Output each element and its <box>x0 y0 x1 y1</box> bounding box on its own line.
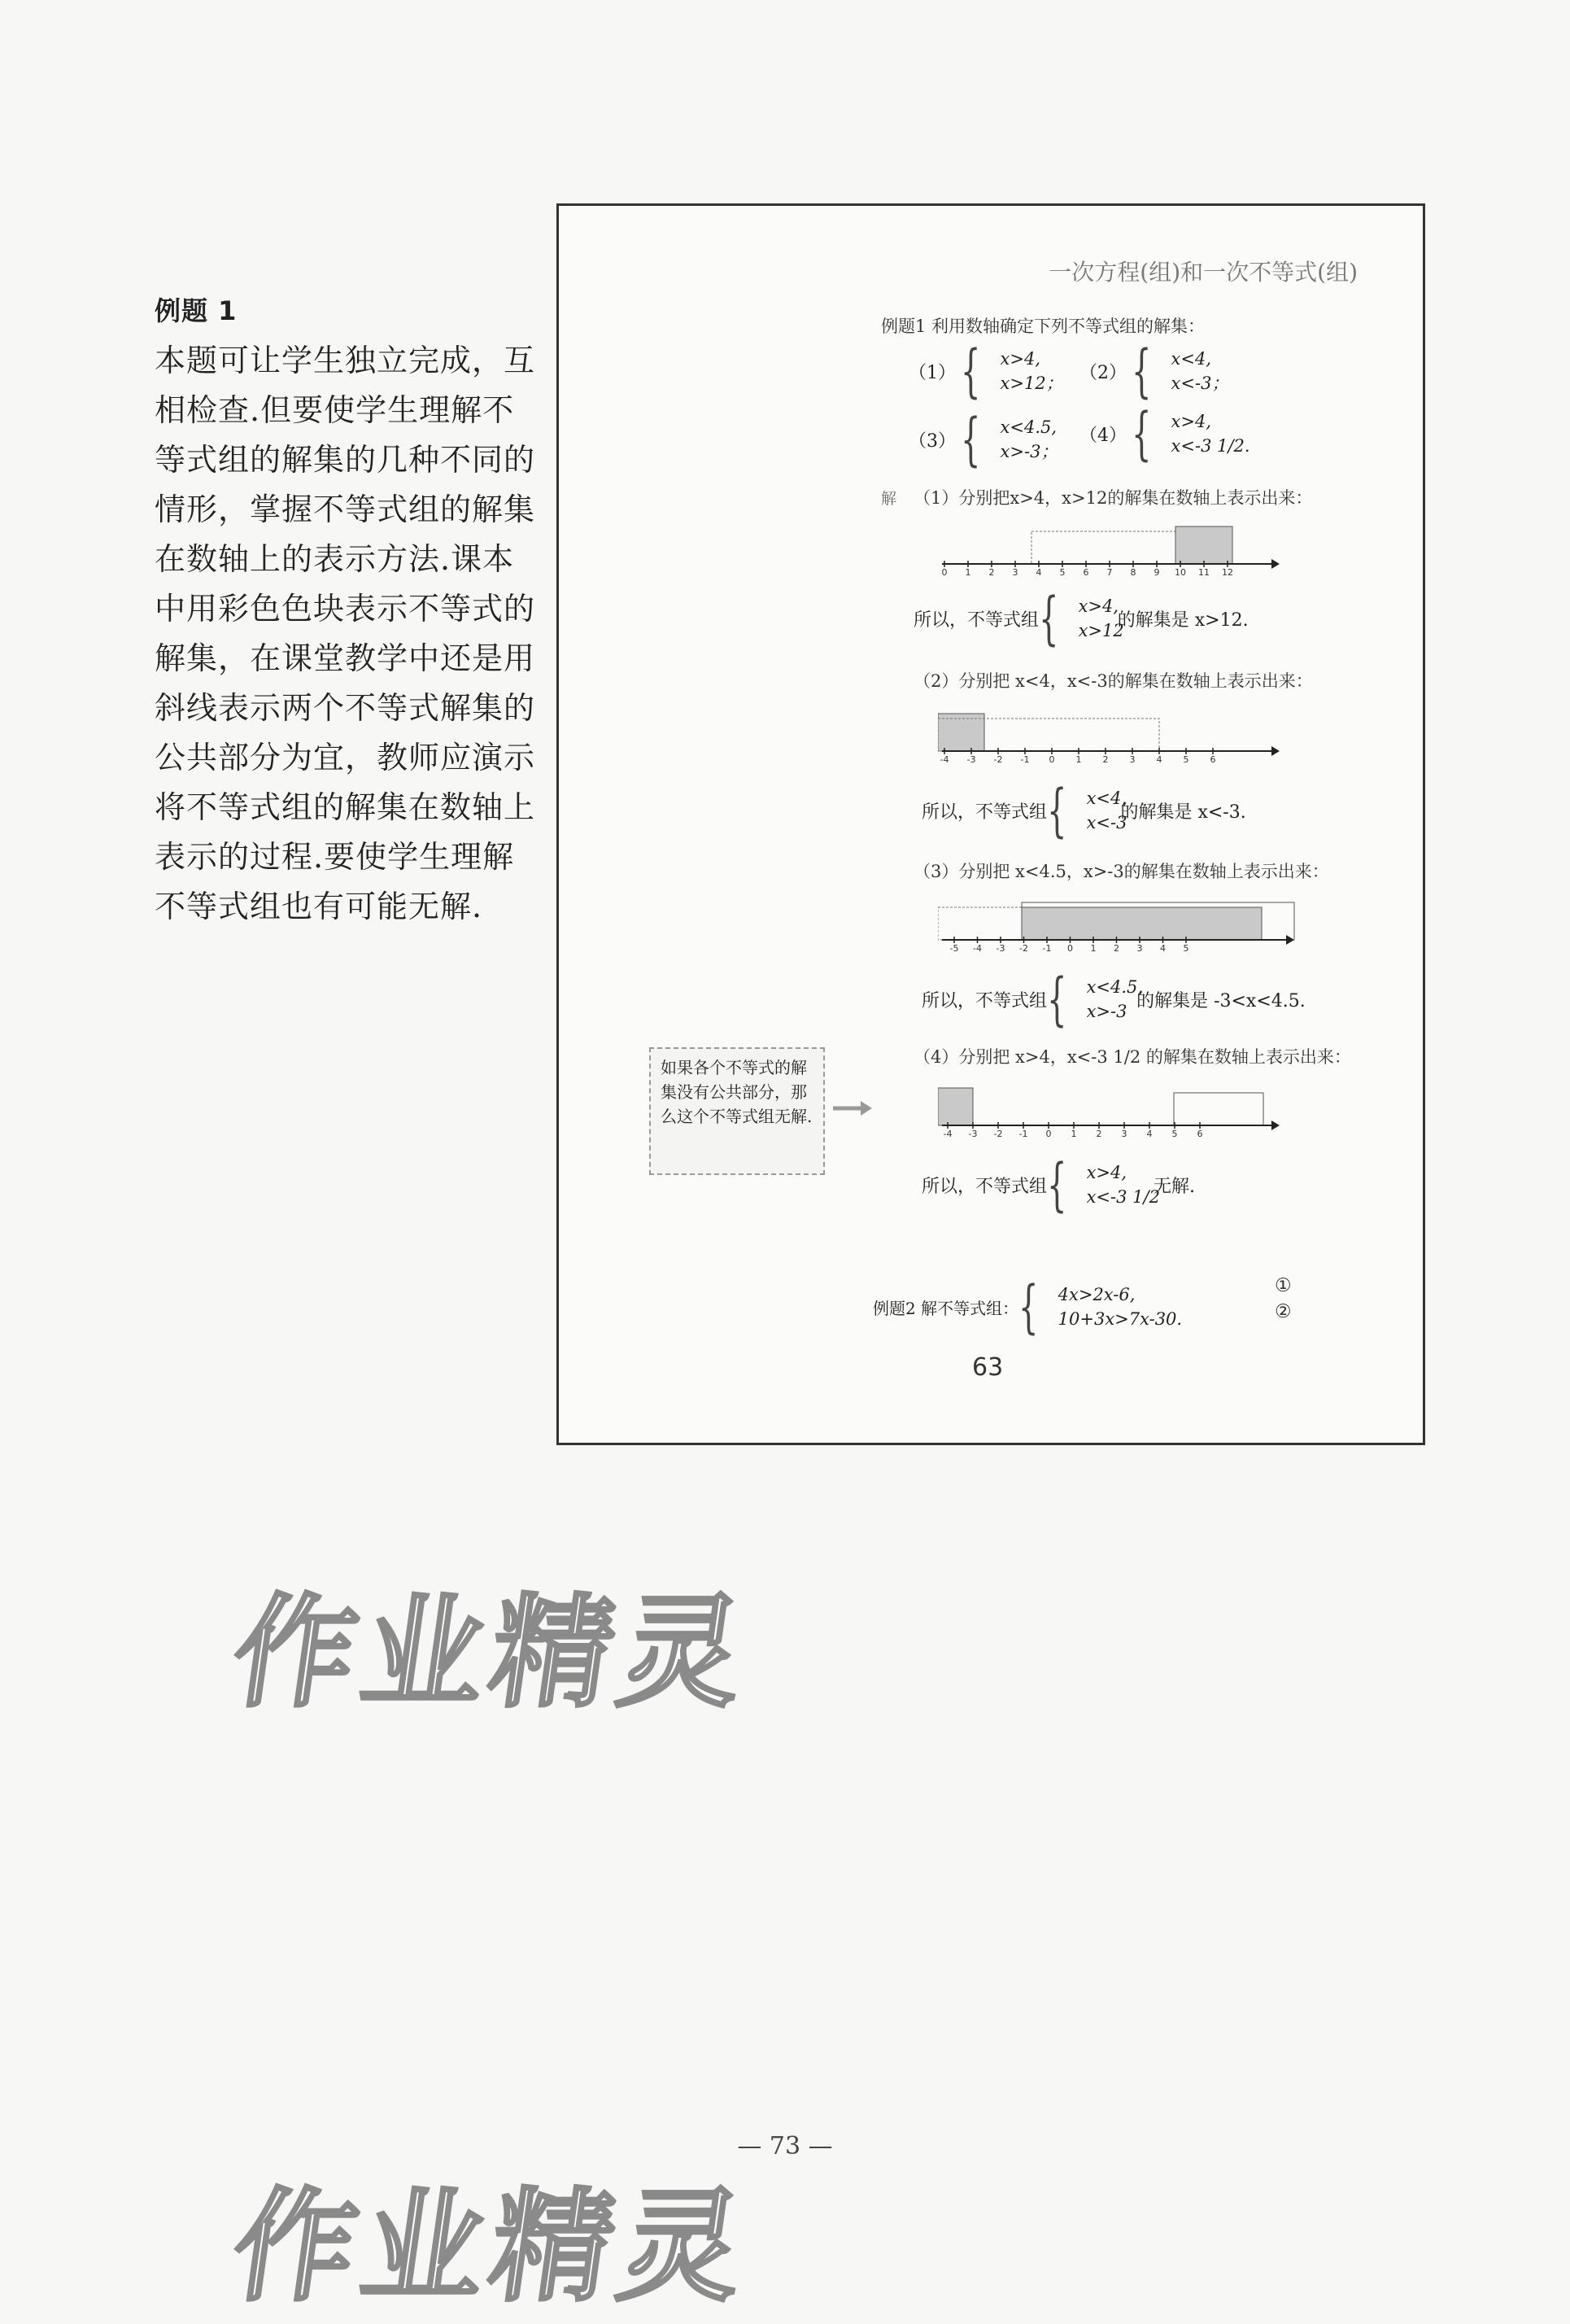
axis-tick-label: -5 <box>949 943 959 953</box>
axis-tick-label: -4 <box>973 943 982 953</box>
eq-number-1: ① <box>1275 1275 1292 1296</box>
page-footer-number: — 73 — <box>737 2132 833 2160</box>
axis-tick-label: -3 <box>996 943 1005 953</box>
axis-tick-label: 2 <box>988 567 995 577</box>
callout-arrow-icon <box>831 1099 874 1118</box>
part3-title: （3）分别把 x<4.5，x>-3的解集在数轴上表示出来： <box>914 862 1329 881</box>
axis-tick-label: 7 <box>1106 567 1113 577</box>
axis-tick-label: 2 <box>1102 754 1109 764</box>
axis-tick-label: 3 <box>1129 754 1136 764</box>
axis-tick-label: 1 <box>1090 943 1097 953</box>
note-body: 本题可让学生独立完成，互相检查.但要使学生理解不等式组的解集的几种不同的情形，掌握不等式组的解集在数轴上的表示方法.课本中用彩色色块表示不等式的解集，在课堂教学中还是用斜线表示两个不等式解集的公共部分为宜，教师应演示将不等式组的解集在数轴上表示的过程.要使学生理解不等式组也有可能无解. <box>155 343 536 924</box>
axis-tick-label: -4 <box>940 754 949 764</box>
axis-tick-label: 4 <box>1146 1129 1153 1138</box>
textbook-page <box>556 203 1425 1445</box>
axis-tick-label: 0 <box>1045 1129 1052 1138</box>
example2: 例题2 解不等式组： { 4x>2x-6, 10+3x>7x-30. <box>873 1273 1183 1340</box>
watermark-top: 作业精灵 <box>224 1583 759 1724</box>
conclusion-1: 所以，不等式组 { x>4, x>12 的解集是 x>12. <box>914 585 1249 652</box>
overlap-region <box>1022 907 1262 940</box>
axis-tick-label: 5 <box>1171 1129 1178 1138</box>
axis-tick-label: -1 <box>1020 754 1030 764</box>
axis-tick-label: 0 <box>1049 754 1055 764</box>
solution-label: 解 <box>881 490 897 508</box>
item-1: （1） { x>4, x>12； <box>909 338 1063 404</box>
axis-tick-label: 4 <box>1036 567 1042 577</box>
axis-tick-label: -1 <box>1042 943 1052 953</box>
item-3: （3） { x<4.5, x>-3； <box>909 406 1058 473</box>
axis-tick-label: 3 <box>1136 943 1143 953</box>
axis-tick-label: -3 <box>966 754 976 764</box>
number-line-2 <box>938 707 1280 764</box>
conclusion-4: 所以，不等式组 { x>4, x<-3 1/2 无解. <box>922 1151 1195 1218</box>
number-line-1 <box>938 520 1280 577</box>
axis-tick-label: 12 <box>1222 567 1233 577</box>
axis-tick-label: 2 <box>1114 943 1119 953</box>
axis-tick-label: -4 <box>943 1129 953 1138</box>
axis-tick-label: 2 <box>1096 1129 1102 1138</box>
axis-tick-label: 0 <box>1067 943 1073 953</box>
note-heading: 例题 1 <box>155 295 238 326</box>
part4-title: （4）分别把 x>4，x<-3 1/2 的解集在数轴上表示出来： <box>914 1047 1351 1067</box>
conclusion-3: 所以，不等式组 { x<4.5, x>-3 的解集是 -3<x<4.5. <box>922 966 1306 1033</box>
number-line-3 <box>938 896 1296 953</box>
part2-title: （2）分别把 x<4，x<-3的解集在数轴上表示出来： <box>914 671 1313 691</box>
callout-note: 如果各个不等式的解集没有公共部分，那么这个不等式组无解. <box>649 1047 825 1175</box>
chapter-title: 一次方程(组)和一次不等式(组) <box>1049 259 1358 286</box>
axis-tick-label: 5 <box>1059 567 1066 577</box>
axis-tick-label: -2 <box>993 1129 1003 1138</box>
ray-x-lt-neg3p5 <box>938 1088 973 1125</box>
axis-tick-label: -1 <box>1018 1129 1028 1138</box>
axis-tick-label: 0 <box>941 567 948 577</box>
axis-tick-label: -2 <box>993 754 1003 764</box>
axis-tick-label: 3 <box>1121 1129 1127 1138</box>
eq-number-2: ② <box>1275 1301 1292 1322</box>
axis-tick-label: 8 <box>1130 567 1136 577</box>
item-2: （2） { x<4, x<-3； <box>1079 338 1229 404</box>
axis-tick-label: -3 <box>968 1129 978 1138</box>
part1-title: （1）分别把x>4，x>12的解集在数轴上表示出来： <box>914 488 1313 508</box>
item-4: （4） { x>4, x<-3 1/2. <box>1079 400 1250 467</box>
ray-x-gt-4-b <box>1174 1093 1263 1125</box>
number-line-4 <box>938 1081 1280 1138</box>
example1-title: 例题1 利用数轴确定下列不等式组的解集： <box>881 317 1206 336</box>
axis-tick-label: 10 <box>1175 567 1186 577</box>
book-page-number: 63 <box>972 1353 1004 1382</box>
axis-tick-label: 5 <box>1183 754 1189 764</box>
axis-tick-label: 6 <box>1083 567 1089 577</box>
axis-tick-label: 4 <box>1160 943 1166 953</box>
axis-tick-label: 6 <box>1197 1129 1203 1138</box>
axis-tick-label: 1 <box>1075 754 1082 764</box>
watermark-bottom: 作业精灵 <box>224 2177 759 2318</box>
axis-tick-label: -2 <box>1019 943 1028 953</box>
conclusion-2: 所以，不等式组 { x<4, x<-3 的解集是 x<-3. <box>922 777 1246 844</box>
axis-tick-label: 5 <box>1183 943 1189 953</box>
ray-x-lt-neg3 <box>938 714 984 751</box>
axis-tick-label: 9 <box>1154 567 1160 577</box>
axis-tick-label: 11 <box>1198 567 1210 577</box>
ray-x-gt-12 <box>1175 526 1232 564</box>
teacher-note <box>155 286 537 932</box>
axis-tick-label: 1 <box>1071 1129 1077 1138</box>
axis-tick-label: 1 <box>965 567 971 577</box>
axis-tick-label: 4 <box>1156 754 1162 764</box>
axis-tick-label: 6 <box>1210 754 1216 764</box>
axis-tick-label: 3 <box>1012 567 1018 577</box>
